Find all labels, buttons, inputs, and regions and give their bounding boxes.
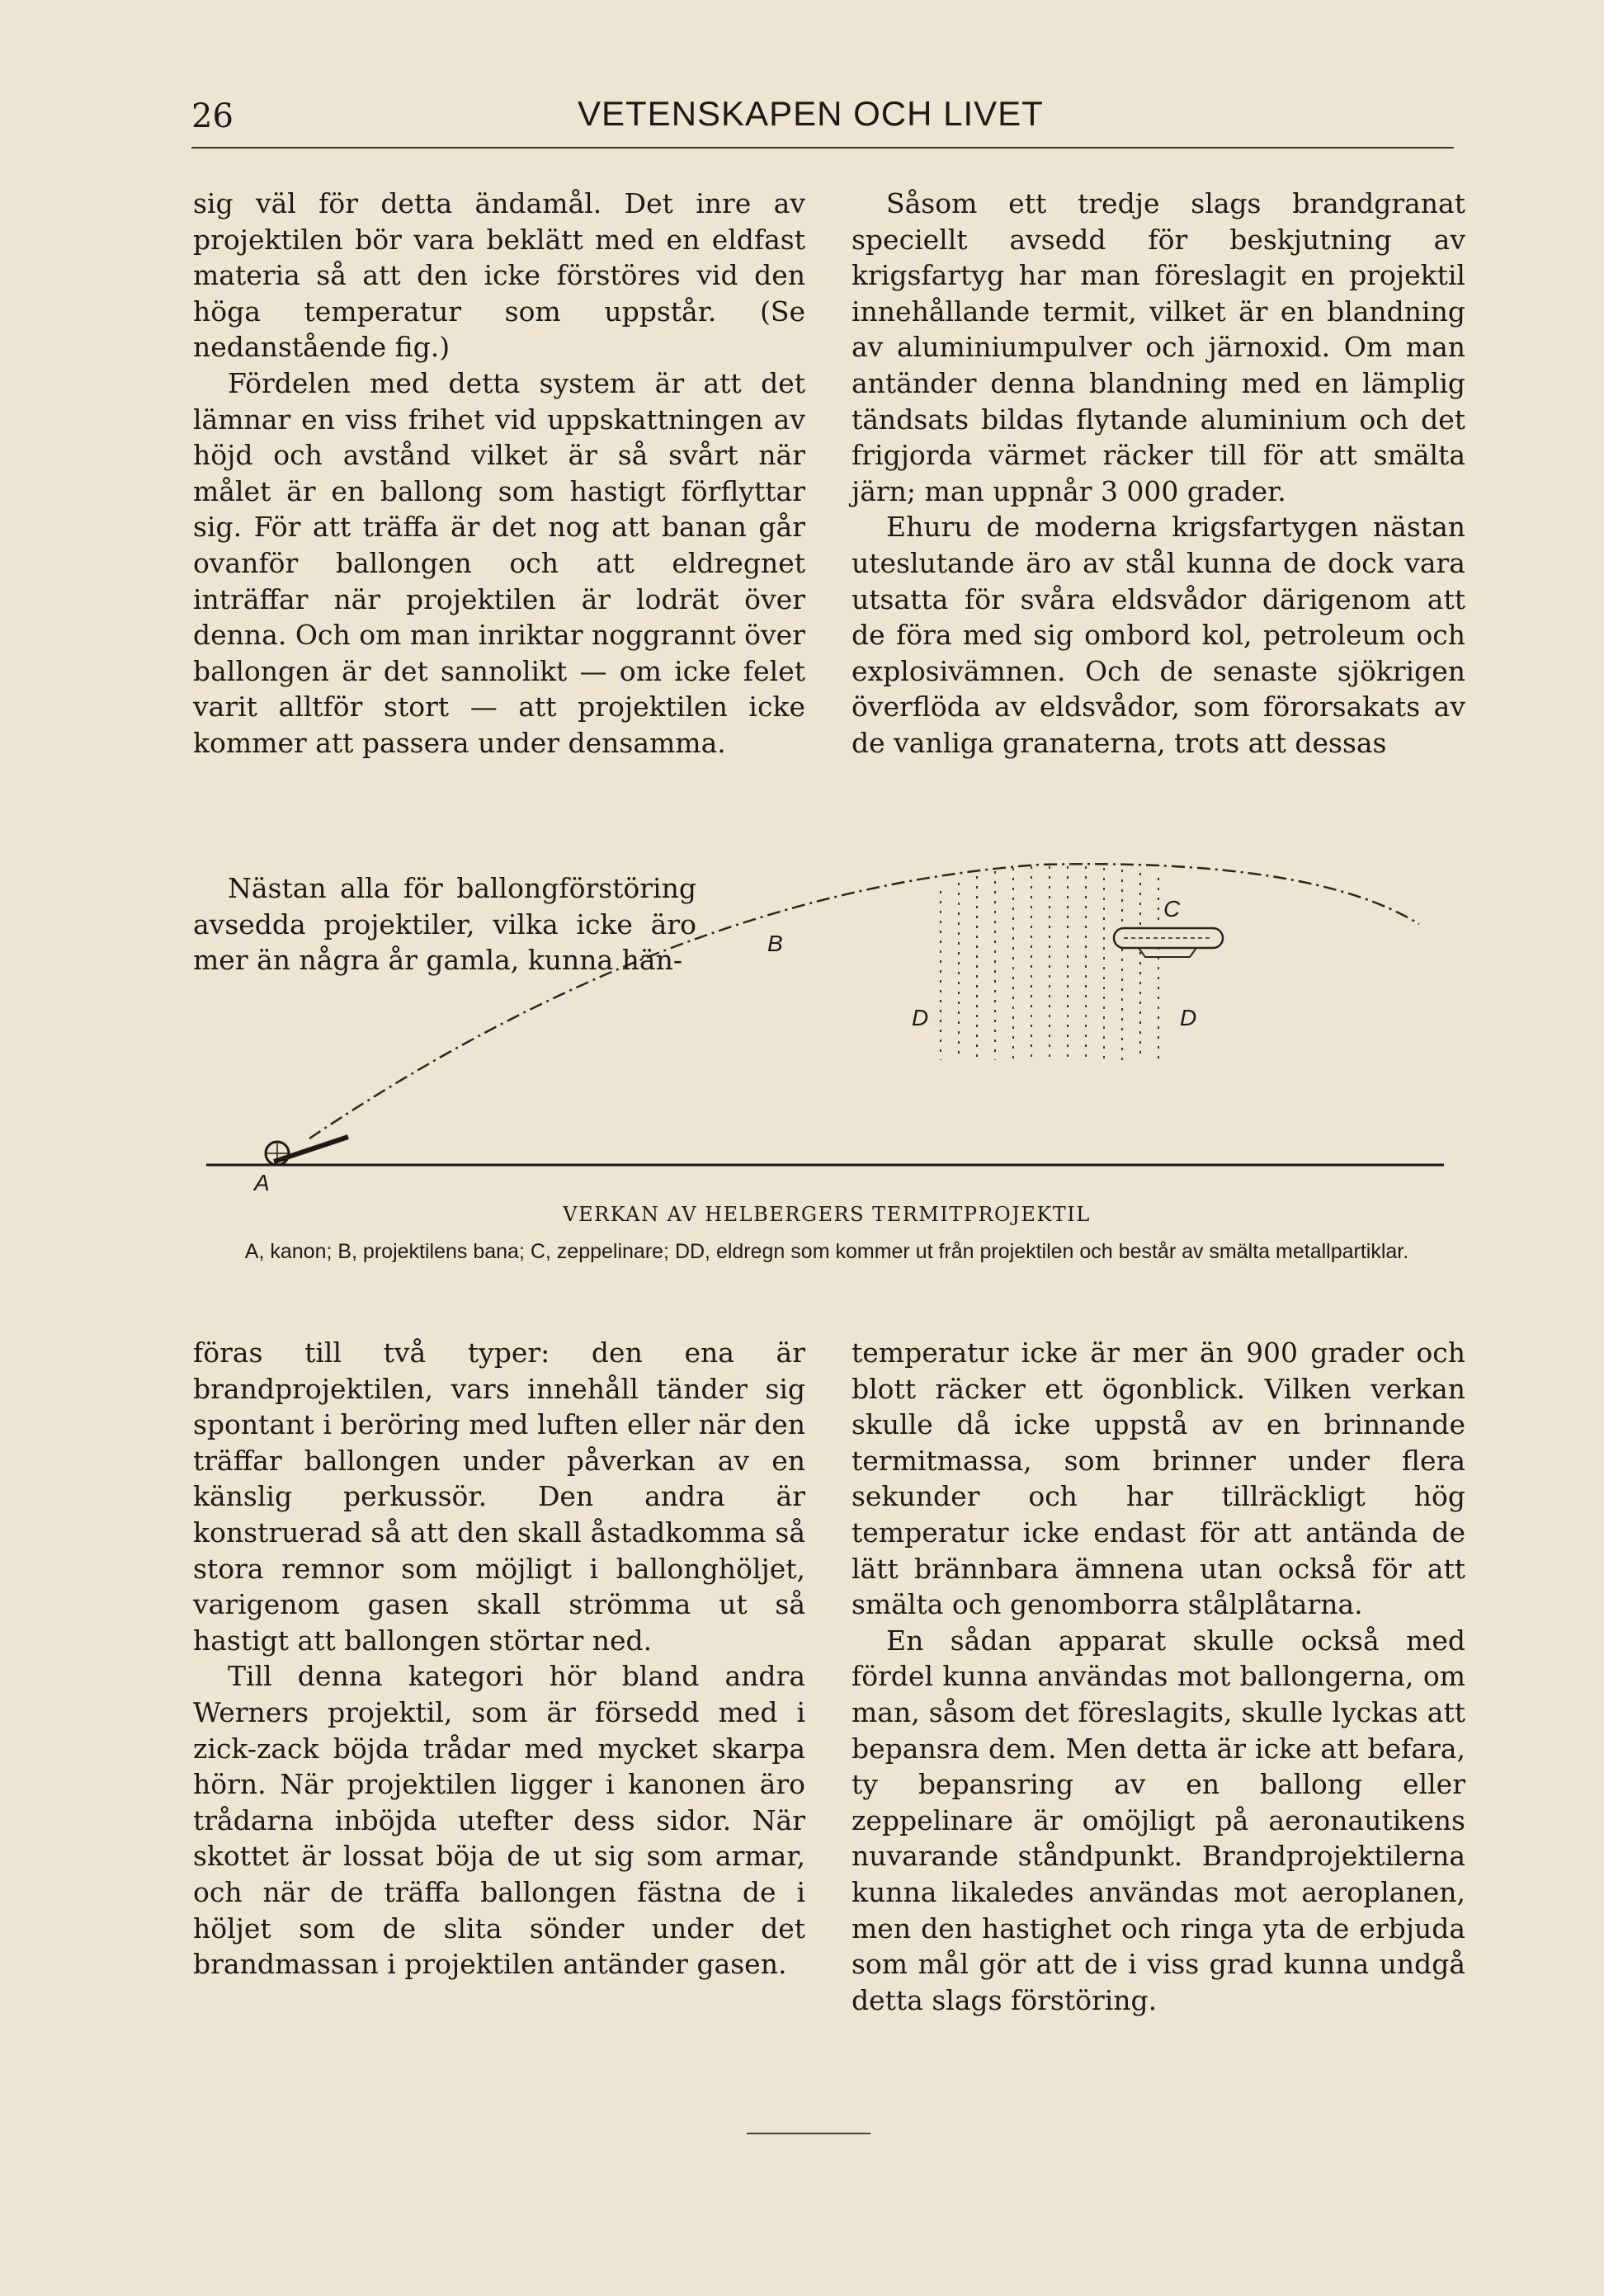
figure-caption-title: VERKAN AV HELBERGERS TERMITPROJEKTIL — [563, 1203, 1091, 1226]
paragraph: En sådan apparat skulle också med fördel kunna användas mot ballongerna, om man, såsom det föreslagits, skulle lyckas att bepansra dem. Men detta är icke att befara, ty bepansring av en ballong eller zeppelinare är omöjligt på aeronautikens nuvarande ståndpunkt. Brandprojektilerna kunna likaledes användas mot aeroplanen, men den hastighet och ringa yta de erbjuda som mål gör att de i viss grad kunna undgå detta slags förstöring. — [852, 1624, 1465, 2016]
paragraph-wrapped-by-figure — [193, 870, 805, 978]
label-c: C — [1163, 896, 1181, 922]
paragraph: Till denna kategori hör bland andra Werners projektil, som är försedd med i zick-zack böjda trådar med mycket skarpa hörn. När projektilen ligger i kanonen äro trådarna inböjda utefter dess sidor. När skottet är lossat böja de ut sig som armar, och när de träffa ballongen fästna de i höljet som de slita sönder under det brandmassan i projektilen antänder gasen. — [193, 1660, 805, 1981]
footer-rule — [747, 2133, 870, 2134]
label-a: A — [254, 1170, 270, 1195]
paragraph: Såsom ett tredje slags brandgranat speciellt avsedd för beskjutning av krigsfartyg har man föreslagit en projektil innehållande termit, vilket är en blandning av aluminiumpulver och järnoxid. Om man antänder denna blandning med en lämplig tändsats bildas flytande aluminium och det frigjorda värmet räcker till för att smälta järn; man uppnår 3 000 grader. — [852, 187, 1465, 507]
label-d-right: D — [1180, 1005, 1197, 1030]
paragraph: Nästan alla för ballongförstöring avsedda projektiler, vilka icke äro mer än några år gamla, kunna hän- — [193, 872, 696, 977]
paragraph: temperatur icke är mer än 900 grader och blott räcker ett ögonblick. Vilken verkan skulle då icke uppstå av en brinnande termitmassa, som brinner under flera sekunder och har tillräckligt hög temperatur icke endast för att antända de lätt brännbara ämnena utan också för att smälta och genomborra stålplåtarna. — [852, 1337, 1465, 1621]
running-title: VETENSKAPEN OCH LIVET — [578, 94, 1044, 133]
column-top-right — [852, 186, 1465, 761]
paragraph: Ehuru de moderna krigsfartygen nästan uteslutande äro av stål kunna de dock vara utsatta för svåra eldsvådor därigenom att de föra med sig ombord kol, petroleum och explosivämnen. Och de senaste sjökrigen överflöda av eldsvådor, som förorsakats av de vanliga granaterna, trots att dessas — [852, 511, 1465, 759]
column-bottom-left — [193, 1335, 805, 1982]
paragraph: sig väl för detta ändamål. Det inre av projektilen bör vara beklätt med en eldfast materia så att den icke förstöres vid den höga temperatur som uppstår. (Se nedanstående fig.) — [193, 187, 805, 364]
page-number: 26 — [191, 97, 234, 135]
fire-rain — [941, 866, 1158, 1060]
zeppelin-icon — [1114, 928, 1223, 957]
header-rule — [191, 147, 1454, 149]
figure-caption-text: A, kanon; B, projektilens bana; C, zeppelinare; DD, eldregn som kommer ut från projektilen och består av smälta metallpartiklar. — [244, 1240, 1409, 1263]
column-top-left — [193, 186, 805, 761]
paragraph: Fördelen med detta system är att det lämnar en viss frihet vid uppskattningen av höjd och avstånd vilket är så svårt när målet är en ballong som hastigt förflyttar sig. För att träffa är det nog att banan går ovanför ballongen och att eldregnet inträffar när projektilen är lodrät över denna. Och om man inriktar noggrannt över ballongen är det sannolikt — om icke felet varit alltför stort — att projektilen icke kommer att passera under densamma. — [193, 366, 805, 759]
column-bottom-right — [852, 1335, 1465, 2018]
label-d-left: D — [912, 1005, 929, 1030]
cannon-icon — [266, 1137, 348, 1165]
paragraph: föras till två typer: den ena är brandprojektilen, vars innehåll tänder sig spontant i beröring med luften eller när den träffar ballongen under påverkan av en känslig perkussör. Den andra är konstruerad så att den skall åstadkomma så stora remnor som möjligt i ballonghöljet, varigenom gasen skall strömma ut så hastigt att ballongen störtar ned. — [193, 1337, 805, 1657]
label-b: B — [767, 931, 783, 956]
